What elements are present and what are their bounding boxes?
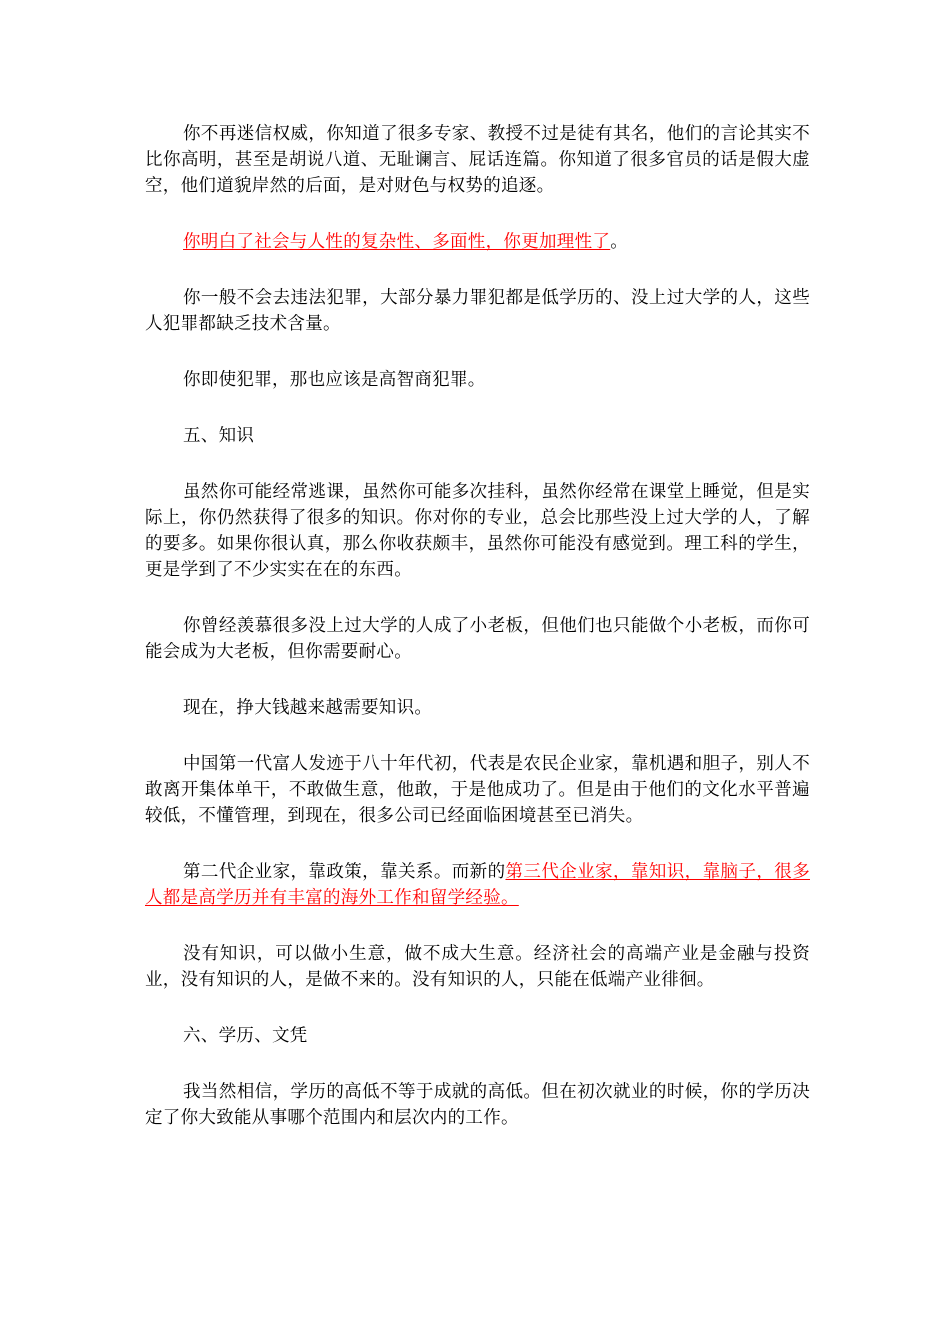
paragraph-knowledge: 虽然你可能经常逃课，虽然你可能多次挂科，虽然你经常在课堂上睡觉，但是实际上，你仍然获得了很多的知识。你对你的专业，总会比那些没上过大学的人，了解的要多。如果你很认真，那么你收获颇丰，虽然你可能没有感觉到。理工科的学生，更是学到了不少实实在在的东西。: [145, 482, 810, 580]
paragraph-tail: 。: [610, 232, 629, 252]
paragraph-first-generation: 中国第一代富人发迹于八十年代初，代表是农民企业家，靠机遇和胆子，别人不敢离开集体单干，不敢做生意，他敢，于是他成功了。但是由于他们的文化水平普遍较低，不懂管理，到现在，很多公司已经面临困境甚至已消失。: [145, 754, 810, 826]
document-body: [145, 121, 810, 1161]
paragraph-business: 没有知识，可以做小生意，做不成大生意。经济社会的高端产业是金融与投资业，没有知识的人，是做不来的。没有知识的人，只能在低端产业徘徊。: [145, 944, 810, 990]
paragraph-head: 第二代企业家，靠政策，靠关系。而新的: [183, 862, 506, 882]
paragraph-rational: [145, 229, 810, 255]
paragraph-crime: 你一般不会去违法犯罪，大部分暴力罪犯都是低学历的、没上过大学的人，这些人犯罪都缺乏技术含量。: [145, 288, 810, 334]
highlighted-text: 你明白了社会与人性的复杂性、多面性，你更加理性了: [183, 232, 611, 252]
paragraph-generations: [145, 859, 810, 911]
paragraph-boss: 你曾经羡慕很多没上过大学的人成了小老板，但他们也只能做个小老板，而你可能会成为大老板，但你需要耐心。: [145, 616, 810, 662]
paragraph-education: 我当然相信，学历的高低不等于成就的高低。但在初次就业的时候，你的学历决定了你大致能从事哪个范围内和层次内的工作。: [145, 1082, 810, 1128]
paragraph-authority: 你不再迷信权威，你知道了很多专家、教授不过是徒有其名，他们的言论其实不比你高明，甚至是胡说八道、无耻谰言、屁话连篇。你知道了很多官员的话是假大虚空，他们道貌岸然的后面，是对财色与权势的追逐。: [145, 124, 810, 196]
paragraph-crime-iq: 你即使犯罪，那也应该是高智商犯罪。: [183, 370, 486, 390]
paragraph-money: 现在，挣大钱越来越需要知识。: [183, 698, 433, 718]
section-heading-knowledge: 五、知识: [183, 426, 255, 446]
section-heading-education: 六、学历、文凭: [183, 1026, 308, 1046]
highlighted-text: 第三代企业家，靠知识，靠脑子，很多人都是高学历并有丰富的海外工作和留学经验。: [145, 862, 810, 908]
